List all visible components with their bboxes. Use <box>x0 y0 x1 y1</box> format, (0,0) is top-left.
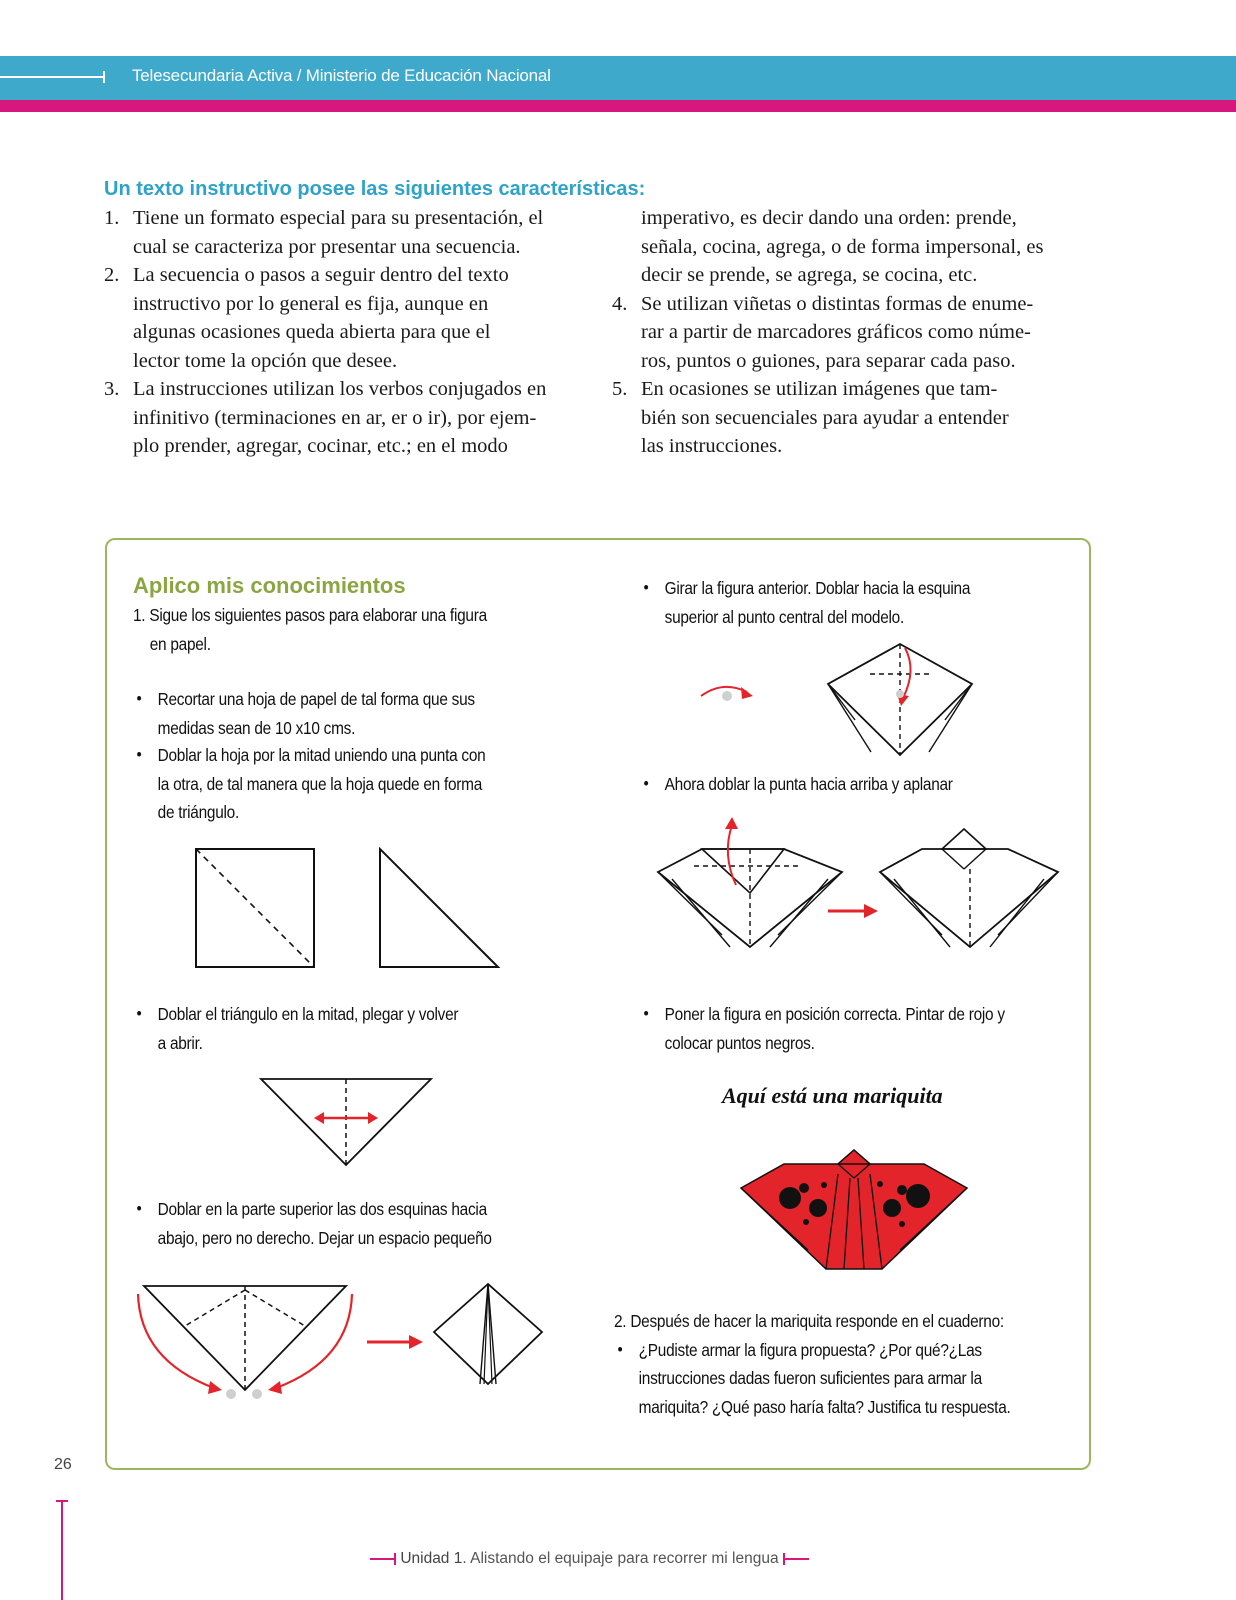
question-line: instrucciones dadas fueron suficientes para armar la <box>638 1368 982 1388</box>
footer-title: Alistando el equipaje para recorrer mi lengua <box>470 1550 779 1567</box>
result-caption: Aquí está una mariquita <box>722 1083 943 1108</box>
rotate-fold-figure <box>695 640 1005 760</box>
step-line: la otra, de tal manera que la hoja quede en forma <box>157 773 483 794</box>
footer-rule-right <box>783 1558 809 1560</box>
item-number: 3. <box>104 378 120 400</box>
bullet-icon: • <box>136 1199 142 1218</box>
step-1 <box>133 685 475 742</box>
step-line: Recortar una hoja de papel de tal forma que sus <box>157 689 475 709</box>
step-6 <box>640 770 953 799</box>
item-number: 5. <box>612 378 628 400</box>
item-line: algunas ocasiones queda abierta para que el <box>133 321 491 343</box>
characteristic-item-3-continued <box>612 204 1112 290</box>
bullet-icon: • <box>136 1004 142 1023</box>
item-line: Tiene un formato especial para su presentación, el <box>133 207 544 229</box>
intro-line: 1. Sigue los siguientes pasos para elaborar una figura <box>133 605 487 625</box>
item-line: rar a partir de marcadores gráficos como núme- <box>641 321 1031 343</box>
footer-unit: Unidad 1. <box>400 1550 467 1567</box>
step-7 <box>640 1000 1005 1057</box>
page-margin-line <box>61 1500 63 1600</box>
item-line: ros, puntos o guiones, para separar cada paso. <box>641 349 1016 372</box>
item-line: cual se caracteriza por presentar una secuencia. <box>133 235 521 258</box>
step-line: Doblar en la parte superior las dos esquinas hacia <box>157 1199 487 1219</box>
bullet-icon: • <box>643 774 649 793</box>
step-line: Girar la figura anterior. Doblar hacia la esquina <box>664 578 971 598</box>
tip-up-figure <box>652 815 1072 955</box>
item-line: las instrucciones. <box>641 435 783 457</box>
footer-rule-left <box>370 1558 396 1560</box>
step-line: medidas sean de 10 x10 cms. <box>157 717 356 738</box>
bullet-icon: • <box>617 1339 623 1359</box>
step-4 <box>133 1195 492 1252</box>
header-title: Telesecundaria Activa / Ministerio de Educación Nacional <box>132 66 551 85</box>
bullet-icon: • <box>643 1004 649 1023</box>
step-line: Poner la figura en posición correcta. Pintar de rojo y <box>664 1004 1005 1024</box>
corner-fold-figure <box>130 1280 560 1400</box>
step-line: Ahora doblar la punta hacia arriba y aplanar <box>664 774 953 794</box>
bullet-icon: • <box>136 745 142 764</box>
item-line: señala, cocina, agrega, o de forma impersonal, es <box>641 235 1044 258</box>
item-line: La secuencia o pasos a seguir dentro del texto <box>133 264 509 286</box>
characteristic-item-2 <box>104 261 604 375</box>
question-intro: 2. Después de hacer la mariquita responde en el cuaderno: <box>614 1311 1004 1331</box>
step-line: superior al punto central del modelo. <box>664 606 904 627</box>
item-line: lector tome la opción que desee. <box>133 349 398 372</box>
section-title: Un texto instructivo posee las siguientes características: <box>104 178 646 200</box>
activity-title: Aplico mis conocimientos <box>133 573 406 598</box>
ladybug-figure <box>738 1150 970 1272</box>
step-line: de triángulo. <box>157 802 239 822</box>
item-line: Se utilizan viñetas o distintas formas de enume- <box>641 292 1034 315</box>
step-line: Doblar la hoja por la mitad uniendo una punta con <box>157 745 486 765</box>
header-rule <box>0 76 104 78</box>
footer <box>370 1550 809 1568</box>
bullet-icon: • <box>136 689 142 708</box>
header-tick <box>103 71 105 83</box>
step-3 <box>133 1000 458 1057</box>
square-triangle-figure <box>190 845 510 975</box>
item-line: decir se prende, se agrega, se cocina, etc. <box>641 264 978 286</box>
step-line: abajo, pero no derecho. Dejar un espacio pequeño <box>157 1227 492 1248</box>
item-line: bién son secuenciales para ayudar a entender <box>641 406 1009 429</box>
activity-intro <box>133 601 487 658</box>
step-2 <box>133 741 485 827</box>
question-block <box>614 1307 1011 1421</box>
characteristics-column-left <box>104 204 604 461</box>
item-number: 2. <box>104 264 120 286</box>
step-line: colocar puntos negros. <box>664 1032 815 1053</box>
characteristic-item-3 <box>104 375 604 461</box>
question-line: ¿Pudiste armar la figura propuesta? ¿Por qué?¿Las <box>638 1339 982 1360</box>
header-accent-stripe <box>0 100 1236 112</box>
item-line: La instrucciones utilizan los verbos conjugados en <box>133 378 547 400</box>
question-line: mariquita? ¿Qué paso haría falta? Justifica tu respuesta. <box>638 1396 1011 1417</box>
step-line: a abrir. <box>157 1032 203 1053</box>
characteristics-column-right <box>612 204 1112 461</box>
item-line: infinitivo (terminaciones en ar, er o ir), por ejem- <box>133 406 537 429</box>
bullet-icon: • <box>643 578 649 597</box>
item-line: plo prender, agregar, cocinar, etc.; en el modo <box>133 435 508 457</box>
item-number: 4. <box>612 292 628 315</box>
item-line: instructivo por lo general es fija, aunque en <box>133 292 489 315</box>
characteristic-item-4 <box>612 290 1112 376</box>
fold-triangle-figure <box>258 1075 438 1170</box>
page-number: 26 <box>54 1456 72 1473</box>
step-5 <box>640 574 970 631</box>
item-line: En ocasiones se utilizan imágenes que tam- <box>641 378 998 400</box>
item-line: imperativo, es decir dando una orden: prende, <box>641 207 1017 229</box>
characteristic-item-1 <box>104 204 604 261</box>
step-line: Doblar el triángulo en la mitad, plegar y volver <box>157 1004 459 1024</box>
item-number: 1. <box>104 207 120 229</box>
intro-line: en papel. <box>149 633 211 654</box>
characteristic-item-5 <box>612 375 1112 461</box>
